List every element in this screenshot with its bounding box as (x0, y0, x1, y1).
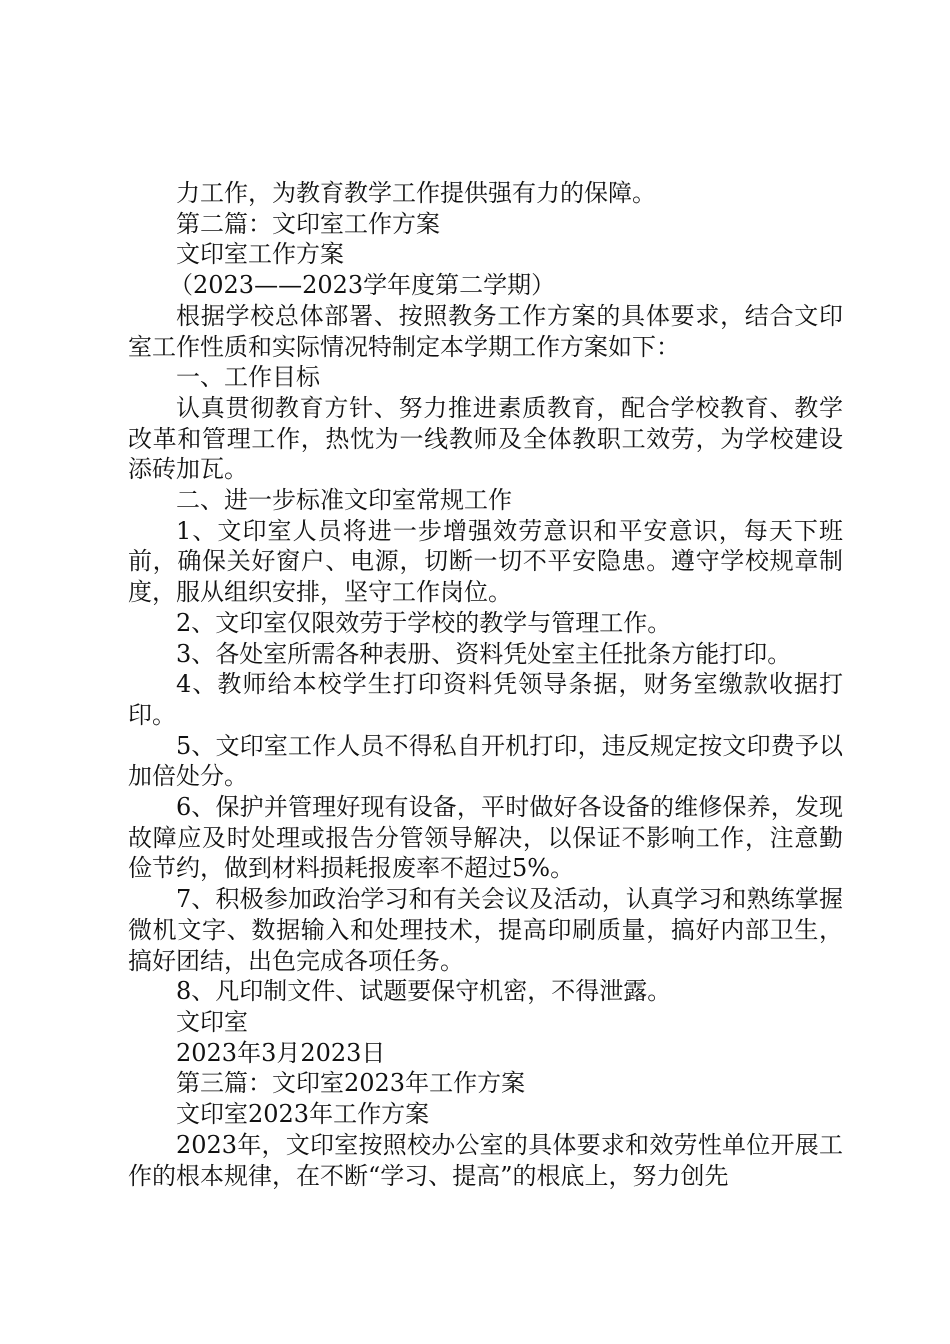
doc-title-2023: 文印室2023年工作方案 (176, 1100, 430, 1129)
rule-item-3: 3、各处室所需各种表册、资料凭处室主任批条方能打印。 (176, 639, 792, 668)
chapter-heading-2: 第二篇：文印室工作方案 (176, 209, 440, 238)
chapter-heading-3: 第三篇：文印室2023年工作方案 (176, 1069, 526, 1098)
rule-item-6: 6、保护并管理好现有设备，平时做好各设备的维修保养，发现故障应及时处理或报告分管领导解决，以保证不影响工作，注意勤俭节约，做到材料损耗报废率不超过5%。 (128, 793, 843, 883)
section-heading-1: 一、工作目标 (176, 363, 320, 392)
doc-title: 文印室工作方案 (176, 240, 344, 269)
rule-item-2: 2、文印室仅限效劳于学校的教学与管理工作。 (176, 608, 672, 637)
rule-item-8: 8、凡印制文件、试题要保守机密，不得泄露。 (176, 977, 672, 1006)
semester-subtitle: （2023——2023学年度第二学期） (169, 271, 556, 300)
intro-paragraph: 根据学校总体部署、按照教务工作方案的具体要求，结合文印室工作性质和实际情况特制定本学期工作方案如下： (128, 301, 843, 361)
signature-office: 文印室 (176, 1007, 248, 1036)
rule-item-5: 5、文印室工作人员不得私自开机打印，违反规定按文印费予以加倍处分。 (128, 731, 843, 791)
signature-date: 2023年3月2023日 (176, 1038, 386, 1067)
rule-item-7: 7、积极参加政治学习和有关会议及活动，认真学习和熟练掌握微机文字、数据输入和处理技术，提高印刷质量，搞好内部卫生，搞好团结，出色完成各项任务。 (128, 885, 843, 975)
goal-paragraph: 认真贯彻教育方针、努力推进素质教育，配合学校教育、教学改革和管理工作，热忱为一线教师及全体教职工效劳，为学校建设添砖加瓦。 (128, 393, 843, 484)
section-heading-2: 二、进一步标准文印室常规工作 (176, 486, 512, 515)
rule-item-1: 1、文印室人员将进一步增强效劳意识和平安意识，每天下班前，确保关好窗户、电源，切断一切不平安隐患。遵守学校规章制度，服从组织安排，坚守工作岗位。 (128, 516, 843, 607)
closing-paragraph: 2023年，文印室按照校办公室的具体要求和效劳性单位开展工作的根本规律，在不断“学习、提高”的根底上，努力创先 (128, 1130, 843, 1190)
paragraph-continuation: 力工作，为教育教学工作提供强有力的保障。 (176, 179, 656, 207)
rule-item-4: 4、教师给本校学生打印资料凭领导条据，财务室缴款收据打印。 (128, 670, 843, 729)
document-body (128, 178, 843, 1191)
